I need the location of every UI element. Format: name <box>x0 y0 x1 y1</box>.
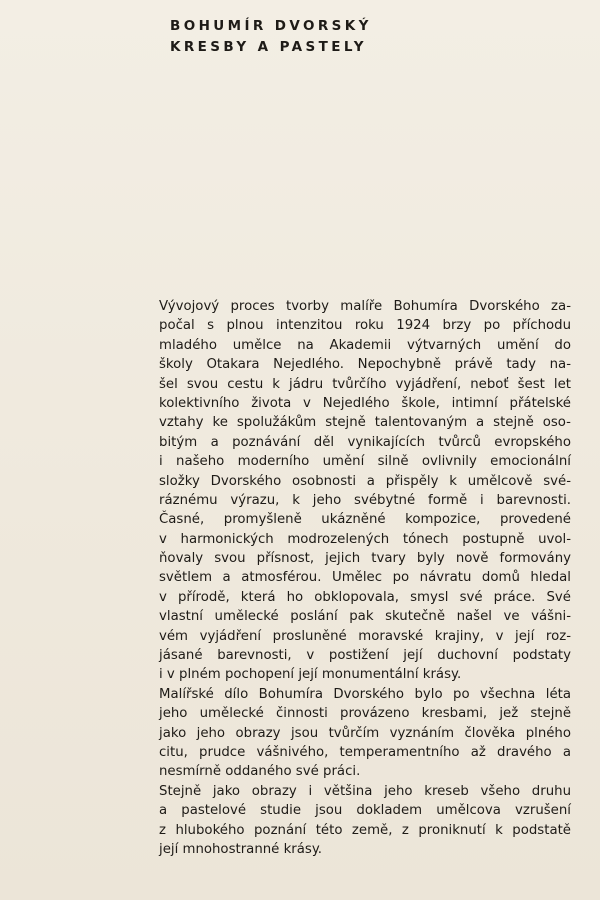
text-line: školy Otakara Nejedlého. Nepochybně právě tady na- <box>159 357 571 373</box>
paragraph-3 <box>159 782 571 860</box>
text-line: její mnohostranné krásy. <box>159 841 323 857</box>
text-line: ráznému výrazu, k jeho svébytné formě i barevnosti. <box>159 492 571 508</box>
text-line: Časné, promyšleně ukázněné kompozice, provedené <box>159 512 571 528</box>
author-name: BOHUMÍR DVORSKÝ <box>170 18 372 34</box>
text-line: citu, prudce vášnivého, temperamentního až dravého a <box>159 744 571 760</box>
text-line: bitým a poznávání děl vynikajících tvůrců evropského <box>159 434 571 450</box>
text-line: Malířské dílo Bohumíra Dvorského bylo po všechna léta <box>159 686 571 702</box>
text-line: vztahy ke spolužákům stejně talentovaným a stejně oso- <box>159 415 571 431</box>
text-line: mladého umělce na Akademii výtvarných umění do <box>159 337 571 353</box>
text-line: světlem a atmosférou. Umělec po návratu domů hledal <box>159 570 571 586</box>
text-line: z hlubokého poznání této země, z proniknutí k podstatě <box>159 822 571 838</box>
text-line: počal s plnou intenzitou roku 1924 brzy po příchodu <box>159 318 571 334</box>
text-line: v přírodě, která ho obklopovala, smysl své práce. Své <box>159 589 571 605</box>
text-line: v harmonických modrozelených tónech postupně uvol- <box>159 531 571 547</box>
text-line: ňovaly svou přísnost, jejich tvary byly nově formovány <box>159 551 571 567</box>
paragraph-2 <box>159 685 571 782</box>
page-header <box>170 16 530 58</box>
text-line: Stejně jako obrazy i většina jeho kreseb všeho druhu <box>159 783 571 799</box>
text-line: vlastní umělecké poslání pak skutečně našel ve vášni- <box>159 609 571 625</box>
text-line: a pastelové studie jsou dokladem umělcova vzrušení <box>159 803 571 819</box>
text-line: kolektivního života v Nejedlého škole, intimní přátelské <box>159 395 571 411</box>
text-line: jásané barevnosti, v postižení její duchovní podstaty <box>159 648 571 664</box>
text-line: Vývojový proces tvorby malíře Bohumíra Dvorského za- <box>159 299 571 314</box>
body-text <box>159 297 571 859</box>
text-line: složky Dvorského osobnosti a přispěly k umělcově své- <box>159 473 571 489</box>
text-line: nesmírně oddaného své práci. <box>159 764 361 780</box>
text-line: i našeho moderního umění silně ovlivnily emocionální <box>159 454 571 470</box>
text-line: šel svou cestu k jádru tvůrčího vyjádření, neboť šest let <box>159 376 571 392</box>
text-line: jako jeho obrazy jsou tvůrčím vyznáním člověka plného <box>159 725 571 741</box>
book-subtitle: KRESBY A PASTELY <box>170 39 367 55</box>
text-line: jeho umělecké činnosti provázeno kresbami, jež stejně <box>159 706 571 722</box>
text-line: i v plném pochopení její monumentální krásy. <box>159 667 462 683</box>
text-line: vém vyjádření prosluněné moravské krajiny, v její roz- <box>159 628 571 644</box>
paragraph-1 <box>159 297 571 685</box>
